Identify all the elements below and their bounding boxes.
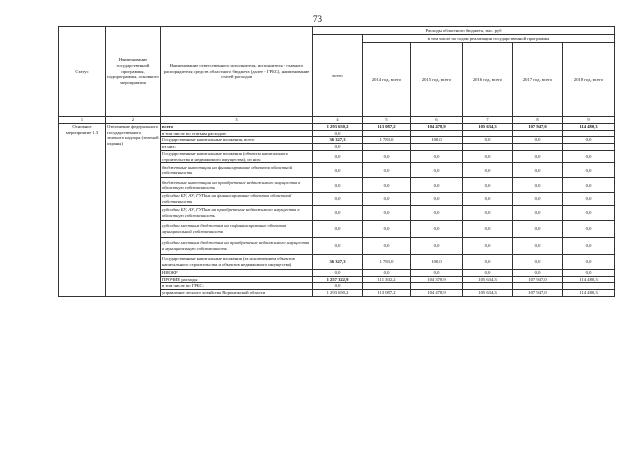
row-label: бюджетные инвестиции на финансирование объектов областной собственности	[161, 163, 313, 178]
value-cell: 0,0	[411, 163, 463, 178]
value-cell: 0,0	[563, 237, 615, 254]
value-cell: 0,0	[513, 205, 563, 220]
value-cell: 1 293 650,2	[313, 290, 363, 297]
header-2014: 2014 год, всего	[363, 43, 411, 117]
row-label: субсидии БУ, АУ, ГУПам на финансирование объектов областной собственности	[161, 193, 313, 205]
row-label: субсидии местным бюджетам на софинансирование объектов муниципальной собственности	[161, 220, 313, 237]
value-cell: 0,0	[463, 150, 513, 162]
value-cell: 0,0	[463, 178, 513, 193]
value-cell: 0,0	[463, 254, 513, 269]
value-cell: 107 947,0	[513, 276, 563, 283]
value-cell	[513, 144, 563, 151]
value-cell: 0,0	[513, 150, 563, 162]
value-cell: 0,0	[513, 178, 563, 193]
col-index: 6	[411, 117, 463, 124]
header-2016: 2016 год, всего	[463, 43, 513, 117]
col-index: 9	[563, 117, 615, 124]
value-cell: 36 327,3	[313, 254, 363, 269]
value-cell: 0,0	[463, 269, 513, 276]
value-cell: 0,0	[313, 150, 363, 162]
value-cell: 0,0	[463, 205, 513, 220]
value-cell: 113 087,2	[363, 290, 411, 297]
value-cell: 104 478,9	[411, 124, 463, 131]
value-cell: 107 947,0	[513, 124, 563, 131]
value-cell: 0,0	[411, 193, 463, 205]
col-index: 5	[363, 117, 411, 124]
value-cell: 0,0	[313, 269, 363, 276]
value-cell: 0,0	[313, 283, 363, 290]
header-status: Статус	[59, 27, 106, 117]
value-cell: 0,0	[563, 193, 615, 205]
row-label: Государственные капитальные вложения, всего	[161, 137, 313, 144]
value-cell: 104 478,9	[411, 290, 463, 297]
value-cell: 0,0	[411, 237, 463, 254]
header-program-name: Наименование государственной программы, подпрограммы, основного мероприятия	[106, 27, 161, 117]
col-index: 7	[463, 117, 513, 124]
value-cell: 0,0	[411, 269, 463, 276]
value-cell: 113 087,2	[363, 124, 411, 131]
value-cell	[463, 283, 513, 290]
value-cell: 100,0	[411, 254, 463, 269]
value-cell: 0,0	[411, 220, 463, 237]
value-cell: 0,0	[513, 163, 563, 178]
value-cell: 1 783,0	[363, 137, 411, 144]
value-cell: 0,0	[411, 178, 463, 193]
value-cell	[411, 283, 463, 290]
value-cell: 107 947,0	[513, 290, 563, 297]
value-cell: 0,0	[411, 150, 463, 162]
header-2018: 2018 год, всего	[563, 43, 615, 117]
value-cell: 105 634,3	[463, 276, 513, 283]
value-cell: 105 634,3	[463, 124, 513, 131]
page-number: 73	[313, 14, 322, 24]
value-cell: 0,0	[313, 237, 363, 254]
col-index: 2	[106, 117, 161, 124]
budget-table	[58, 26, 615, 297]
value-cell	[411, 130, 463, 137]
row-label: в том числе по статьям расходов:	[161, 130, 313, 137]
value-cell: 0,0	[363, 269, 411, 276]
header-row-1	[59, 27, 615, 35]
value-cell: 0,0	[563, 163, 615, 178]
value-cell	[563, 144, 615, 151]
row-label: ПРОЧИЕ расходы	[161, 276, 313, 283]
row-label: в том числе по ГРБС:	[161, 283, 313, 290]
col-index: 1	[59, 117, 106, 124]
value-cell	[463, 144, 513, 151]
value-cell: 0,0	[563, 178, 615, 193]
row-label: Государственные капитальные вложения (за исключением объектов капитального строительства и объектов недвижимого имущества)	[161, 254, 313, 269]
value-cell: 0,0	[363, 205, 411, 220]
value-cell: 0,0	[463, 163, 513, 178]
value-cell: 114 480,3	[563, 276, 615, 283]
value-cell	[513, 283, 563, 290]
value-cell: 1 293 650,2	[313, 124, 363, 131]
value-cell: 105 634,3	[463, 290, 513, 297]
value-cell: 0,0	[363, 193, 411, 205]
value-cell: 0,0	[363, 178, 411, 193]
header-2017: 2017 год, всего	[513, 43, 563, 117]
header-executor: Наименование ответственного исполнителя, исполнителя - главного распорядителя средств областного бюджета (далее - ГРБС), наименование статей расходов	[161, 27, 313, 117]
value-cell: 0,0	[313, 220, 363, 237]
value-cell	[463, 130, 513, 137]
row-label: субсидии местным бюджетам на приобретение недвижимого имущества в муниципальную собственность	[161, 237, 313, 254]
row-label: бюджетные инвестиции на приобретение недвижимого имущества в областную собственность	[161, 178, 313, 193]
value-cell: 0,0	[563, 205, 615, 220]
value-cell: 0,0	[313, 130, 363, 137]
value-cell	[363, 144, 411, 151]
value-cell: 0,0	[513, 137, 563, 144]
value-cell: 111 302,2	[363, 276, 411, 283]
row-label: субсидии БУ, АУ, ГУПам на приобретение недвижимого имущества в областную собственность	[161, 205, 313, 220]
value-cell	[363, 130, 411, 137]
col-index: 8	[513, 117, 563, 124]
col-index: 4	[313, 117, 363, 124]
value-cell: 0,0	[363, 237, 411, 254]
value-cell: 0,0	[563, 269, 615, 276]
value-cell	[563, 130, 615, 137]
value-cell: 114 480,3	[563, 124, 615, 131]
value-cell: 0,0	[463, 237, 513, 254]
value-cell: 0,0	[563, 254, 615, 269]
value-cell	[513, 130, 563, 137]
row-label: НИОКР	[161, 269, 313, 276]
value-cell: 0,0	[313, 178, 363, 193]
value-cell: 0,0	[363, 163, 411, 178]
value-cell: 0,0	[513, 269, 563, 276]
row-label: Государственные капитальные вложения (объекты капитального строительства и недвижимого имущества), из них:	[161, 150, 313, 162]
value-cell: 0,0	[363, 220, 411, 237]
column-index-row	[59, 117, 615, 124]
value-cell: 0,0	[463, 137, 513, 144]
header-2015: 2015 год, всего	[411, 43, 463, 117]
value-cell: 1 783,0	[363, 254, 411, 269]
row-label: управление лесного хозяйства Воронежской области	[161, 290, 313, 297]
value-cell: 0,0	[411, 205, 463, 220]
status-cell: Основное мероприятие 1.3	[59, 124, 106, 297]
value-cell: 1 257 322,9	[313, 276, 363, 283]
value-cell: 0,0	[513, 193, 563, 205]
value-cell: 0,0	[513, 220, 563, 237]
value-cell	[563, 283, 615, 290]
value-cell: 0,0	[563, 150, 615, 162]
header-by-year: в том числе по годам реализации государственной программы	[363, 35, 615, 43]
table-row	[59, 124, 615, 131]
value-cell: 0,0	[363, 150, 411, 162]
value-cell: 0,0	[513, 254, 563, 269]
header-expenses: Расходы областного бюджета, тыс. руб	[313, 27, 615, 35]
value-cell: 0,0	[513, 237, 563, 254]
value-cell: 0,0	[313, 205, 363, 220]
value-cell: 0,0	[313, 193, 363, 205]
row-label: всего	[161, 124, 313, 131]
col-index: 3	[161, 117, 313, 124]
value-cell: 0,0	[563, 137, 615, 144]
value-cell: 0,0	[463, 193, 513, 205]
value-cell: 0,0	[463, 220, 513, 237]
value-cell	[363, 283, 411, 290]
value-cell: 104 378,9	[411, 276, 463, 283]
row-label: из них:	[161, 144, 313, 151]
program-cell: Озеленение федерального государственного зеленого надзора (зеленой охраны)	[106, 124, 161, 297]
value-cell: 0,0	[313, 144, 363, 151]
value-cell	[411, 144, 463, 151]
value-cell: 0,0	[313, 163, 363, 178]
header-total: всего	[313, 35, 363, 117]
value-cell: 36 327,3	[313, 137, 363, 144]
value-cell: 114 480,3	[563, 290, 615, 297]
value-cell: 0,0	[563, 220, 615, 237]
value-cell: 100,0	[411, 137, 463, 144]
